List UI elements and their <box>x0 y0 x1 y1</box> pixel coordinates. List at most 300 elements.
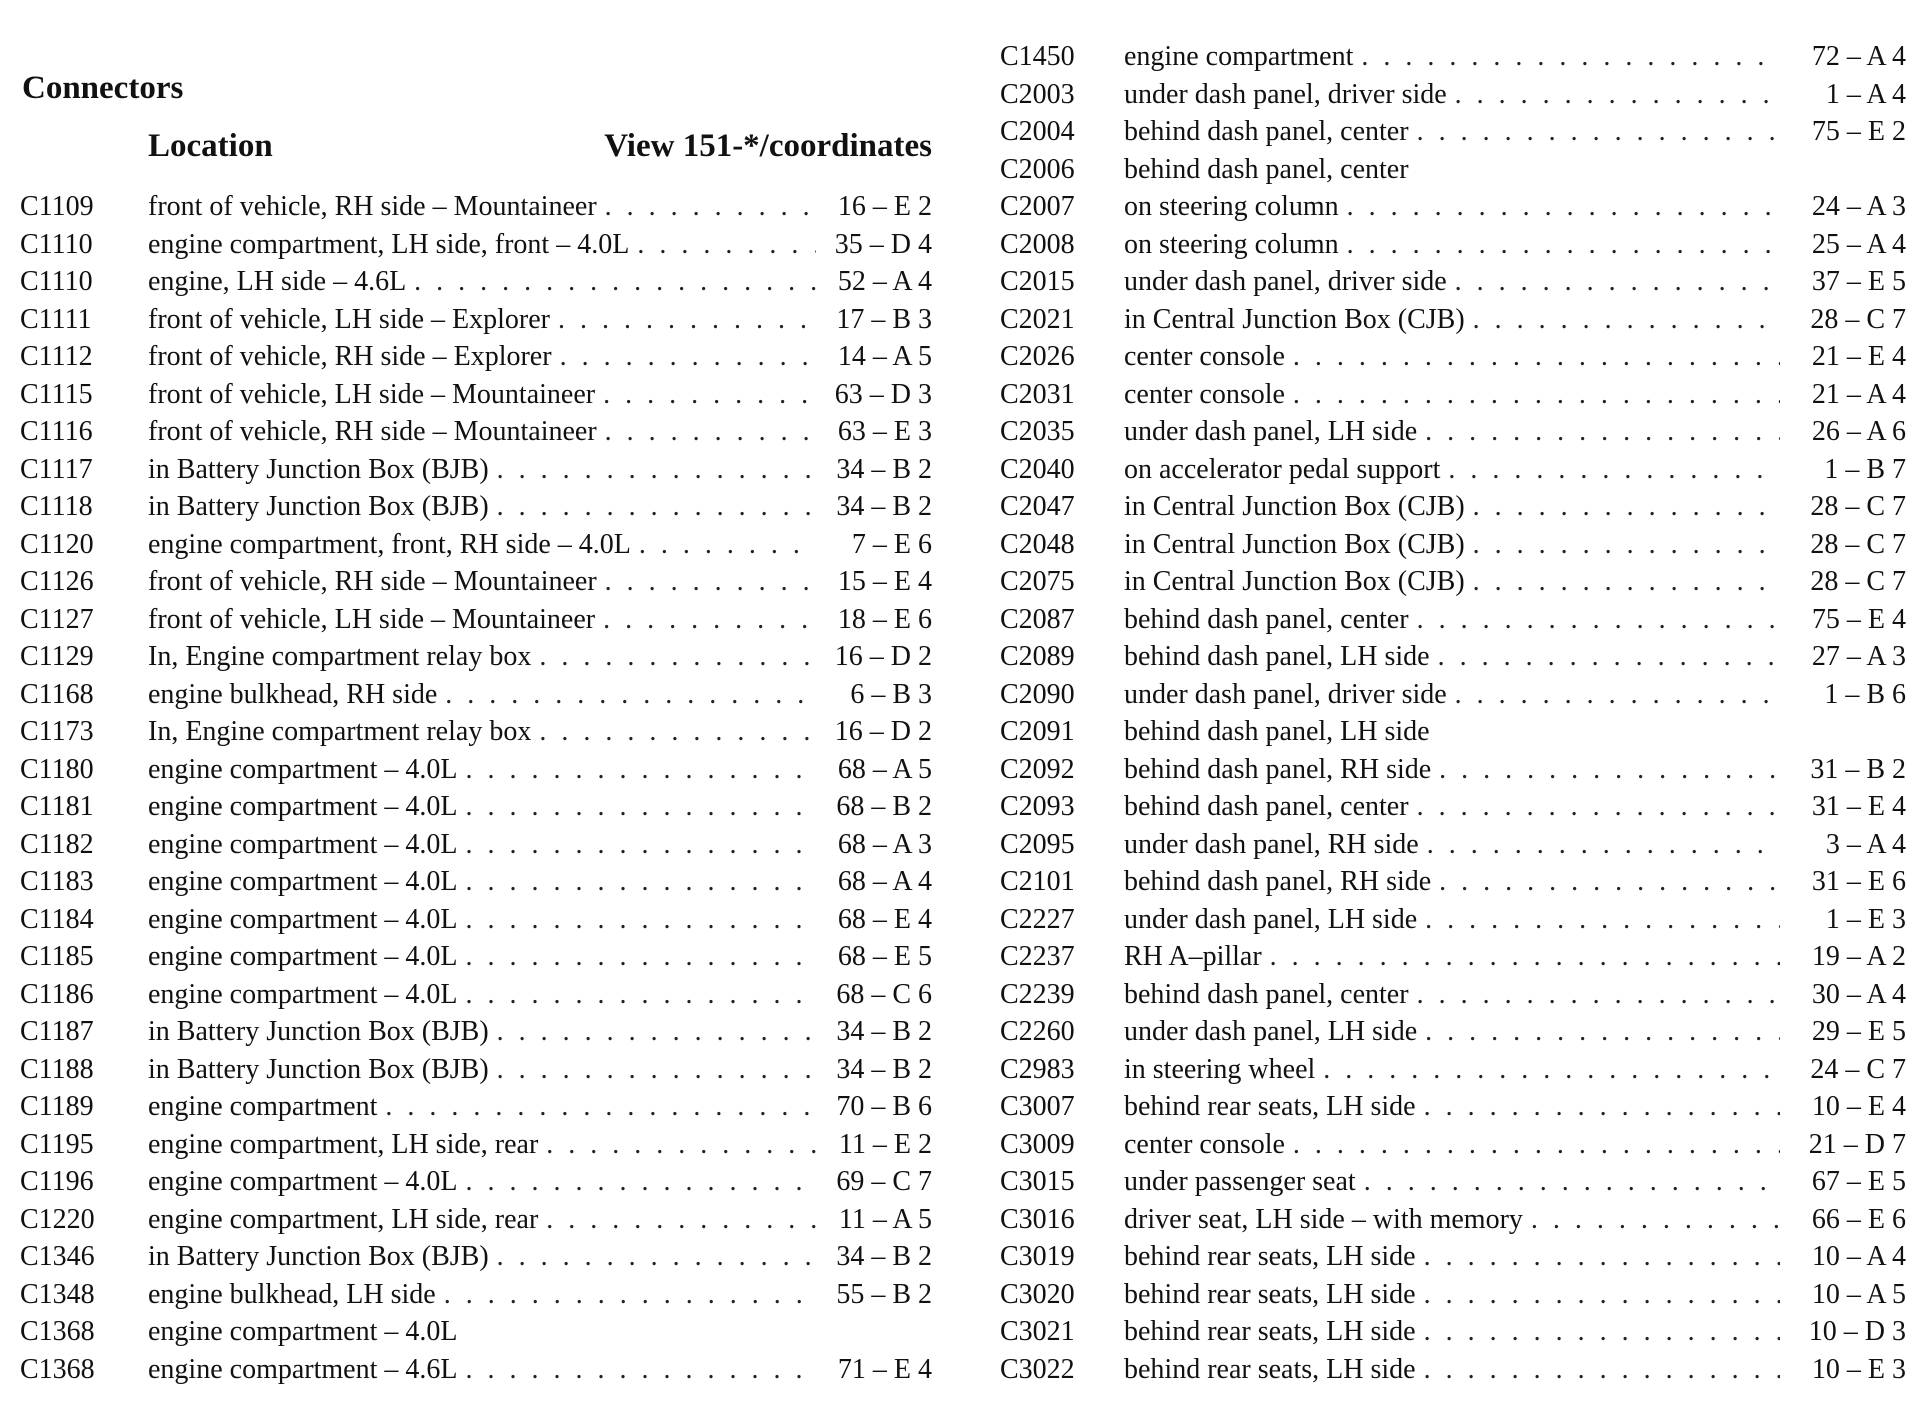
connector-id: C1109 <box>20 191 94 222</box>
connector-id: C2047 <box>1000 491 1075 522</box>
connector-coordinates: 19 – A 2 <box>1811 941 1906 972</box>
connector-coordinates: 34 – B 2 <box>836 491 932 522</box>
connector-row <box>1000 901 1906 939</box>
connector-id: C2093 <box>1000 791 1075 822</box>
dot-leader <box>1425 901 1780 939</box>
connector-location: center console <box>1124 341 1285 372</box>
connector-coordinates: 68 – A 3 <box>837 828 932 860</box>
dot-leader <box>1417 788 1780 826</box>
connector-id: C1181 <box>20 791 94 822</box>
connector-coordinates: 17 – B 3 <box>836 303 932 335</box>
connector-row <box>20 226 932 264</box>
connector-location: front of vehicle, LH side – Explorer <box>148 303 550 335</box>
connector-row <box>20 826 932 864</box>
dot-leader <box>1424 1276 1780 1314</box>
connector-coordinates: 11 – A 5 <box>838 1203 932 1235</box>
dot-leader <box>1438 638 1780 676</box>
connector-coordinates: 68 – E 4 <box>837 903 932 935</box>
connector-row <box>1000 1238 1906 1276</box>
connector-location: on steering column <box>1124 228 1339 260</box>
dot-leader <box>497 488 816 526</box>
dot-leader <box>1347 188 1780 226</box>
connector-row <box>20 188 932 226</box>
connector-coordinates: 16 – D 2 <box>834 716 932 747</box>
connector-id: C1189 <box>20 1091 94 1122</box>
dot-leader <box>1531 1201 1780 1239</box>
connector-location: behind dash panel, center <box>1124 791 1409 822</box>
connector-location: behind rear seats, LH side <box>1124 1353 1416 1385</box>
connector-coordinates: 75 – E 4 <box>1811 603 1906 635</box>
connector-coordinates: 63 – E 3 <box>837 416 932 447</box>
dot-leader <box>560 338 816 376</box>
connector-coordinates: 16 – D 2 <box>834 641 932 672</box>
connector-coordinates: 15 – E 4 <box>837 566 932 597</box>
right-connector-list <box>1000 38 1906 1388</box>
connector-id: C1111 <box>20 303 92 335</box>
dot-leader <box>465 751 816 789</box>
connector-location: under dash panel, LH side <box>1124 416 1418 447</box>
connector-id: C2048 <box>1000 528 1075 560</box>
connector-row <box>20 1013 932 1051</box>
connector-row <box>1000 1163 1906 1201</box>
connector-row <box>20 1238 932 1276</box>
dot-leader <box>445 676 816 714</box>
dot-leader <box>1425 1013 1780 1051</box>
connector-id: C1173 <box>20 716 94 747</box>
connector-location: engine compartment – 4.0L <box>148 828 458 860</box>
connector-coordinates: 31 – E 4 <box>1811 791 1906 822</box>
connector-row <box>20 1088 932 1126</box>
connector-row <box>1000 1051 1906 1089</box>
connector-coordinates: 10 – E 3 <box>1811 1353 1906 1385</box>
connector-coordinates: 30 – A 4 <box>1811 978 1906 1010</box>
connector-id: C2021 <box>1000 303 1075 335</box>
connector-location: front of vehicle, RH side – Mountaineer <box>148 416 597 447</box>
connector-row <box>1000 826 1906 864</box>
connector-location: behind rear seats, LH side <box>1124 1091 1416 1122</box>
connector-id: C1220 <box>20 1203 95 1235</box>
connector-id: C2087 <box>1000 603 1075 635</box>
connector-row <box>1000 451 1906 489</box>
dot-leader <box>637 226 816 264</box>
connector-row <box>1000 1276 1906 1314</box>
connector-coordinates: 1 – E 3 <box>1825 903 1906 935</box>
connector-row <box>1000 1088 1906 1126</box>
connector-id: C3015 <box>1000 1166 1075 1197</box>
connector-coordinates: 66 – E 6 <box>1811 1203 1906 1235</box>
connector-row <box>1000 263 1906 301</box>
connector-coordinates: 34 – B 2 <box>836 1016 932 1047</box>
connector-coordinates: 67 – E 5 <box>1811 1166 1906 1197</box>
connector-row <box>1000 1351 1906 1389</box>
connector-id: C2239 <box>1000 978 1075 1010</box>
connector-id: C1116 <box>20 416 93 447</box>
dot-leader <box>1439 863 1780 901</box>
connector-row <box>1000 676 1906 714</box>
connector-id: C1186 <box>20 978 94 1010</box>
connector-location: engine compartment – 4.0L <box>148 941 458 972</box>
connector-coordinates: 26 – A 6 <box>1811 416 1906 447</box>
connector-id: C1188 <box>20 1053 94 1085</box>
connector-row <box>1000 526 1906 564</box>
connector-row <box>20 938 932 976</box>
dot-leader <box>539 713 816 751</box>
connector-coordinates: 37 – E 5 <box>1811 266 1906 297</box>
connector-id: C2227 <box>1000 903 1075 935</box>
connector-id: C1120 <box>20 528 94 560</box>
connector-row <box>1000 938 1906 976</box>
connector-coordinates: 14 – A 5 <box>837 341 932 372</box>
connector-row <box>20 338 932 376</box>
connector-location: engine compartment – 4.6L <box>148 1353 458 1385</box>
dot-leader <box>465 1163 816 1201</box>
dot-leader <box>605 413 816 451</box>
connector-location: engine compartment, LH side, rear <box>148 1128 539 1160</box>
connector-id: C2007 <box>1000 191 1075 222</box>
left-connector-list <box>20 188 932 1388</box>
connector-row <box>1000 563 1906 601</box>
connector-id: C3007 <box>1000 1091 1075 1122</box>
dot-leader <box>497 1238 816 1276</box>
connector-location: on accelerator pedal support <box>1124 453 1441 485</box>
dot-leader <box>1473 301 1780 339</box>
connector-location: behind dash panel, LH side <box>1124 641 1430 672</box>
dot-leader <box>1323 1051 1780 1089</box>
connector-row <box>20 488 932 526</box>
dot-leader <box>546 1126 816 1164</box>
connector-location: center console <box>1124 1128 1285 1160</box>
connector-id: C2091 <box>1000 716 1075 747</box>
connector-row <box>20 526 932 564</box>
connector-coordinates: 10 – E 4 <box>1811 1091 1906 1122</box>
connector-row <box>20 676 932 714</box>
connector-location: engine compartment – 4.0L <box>148 903 458 935</box>
connector-id: C1348 <box>20 1278 95 1310</box>
dot-leader <box>1455 263 1780 301</box>
connector-row <box>20 901 932 939</box>
connector-coordinates: 7 – E 6 <box>851 528 932 560</box>
connector-row <box>1000 413 1906 451</box>
connector-location: front of vehicle, LH side – Mountaineer <box>148 603 596 635</box>
connector-coordinates: 68 – A 5 <box>837 753 932 785</box>
connector-row <box>20 1313 932 1351</box>
dot-leader <box>558 301 816 339</box>
dot-leader <box>1439 751 1780 789</box>
connector-row <box>1000 113 1906 151</box>
connector-id: C2040 <box>1000 453 1075 485</box>
dot-leader <box>546 1201 816 1239</box>
connector-id: C1187 <box>20 1016 94 1047</box>
connector-row <box>20 601 932 639</box>
dot-leader <box>1424 1238 1780 1276</box>
connector-coordinates: 6 – B 3 <box>850 678 932 710</box>
dot-leader <box>605 188 816 226</box>
connector-coordinates: 1 – A 4 <box>1825 78 1906 110</box>
connector-row <box>1000 376 1906 414</box>
connector-location: engine compartment, front, RH side – 4.0L <box>148 528 631 560</box>
connector-row <box>1000 151 1906 189</box>
connector-coordinates: 55 – B 2 <box>836 1278 932 1310</box>
view-coordinates-header: View 151-*/coordinates <box>604 128 932 164</box>
connector-id: C2035 <box>1000 416 1075 447</box>
connector-id: C2237 <box>1000 941 1075 972</box>
dot-leader <box>1270 938 1780 976</box>
connector-location: behind dash panel, center <box>1124 978 1409 1010</box>
connector-row <box>1000 301 1906 339</box>
connector-row <box>20 301 932 339</box>
connector-coordinates: 21 – D 7 <box>1808 1128 1906 1160</box>
dot-leader <box>1448 451 1780 489</box>
dot-leader <box>1424 1351 1780 1389</box>
connector-coordinates: 10 – A 4 <box>1811 1241 1906 1272</box>
connector-location: RH A–pillar <box>1124 941 1262 972</box>
connector-id: C2101 <box>1000 866 1075 897</box>
connector-location: front of vehicle, RH side – Mountaineer <box>148 191 597 222</box>
dot-leader <box>497 1051 816 1089</box>
connector-coordinates: 1 – B 7 <box>1824 453 1906 485</box>
connector-coordinates: 21 – E 4 <box>1811 341 1906 372</box>
connector-row <box>20 638 932 676</box>
connector-row <box>20 1351 932 1389</box>
dot-leader <box>497 1013 816 1051</box>
connector-coordinates: 25 – A 4 <box>1811 228 1906 260</box>
connector-row <box>20 863 932 901</box>
dot-leader <box>1473 526 1780 564</box>
connector-location: engine compartment – 4.0L <box>148 1166 458 1197</box>
dot-leader <box>465 788 816 826</box>
connector-location: behind dash panel, LH side <box>1124 716 1430 747</box>
dot-leader <box>1293 376 1780 414</box>
dot-leader <box>465 1351 816 1389</box>
connector-location: in Central Junction Box (CJB) <box>1124 566 1465 597</box>
connector-location: behind dash panel, RH side <box>1124 753 1432 785</box>
connector-row <box>1000 488 1906 526</box>
connector-id: C2089 <box>1000 641 1075 672</box>
connector-row <box>20 263 932 301</box>
connector-id: C2090 <box>1000 678 1075 710</box>
dot-leader <box>1473 563 1780 601</box>
connector-id: C1184 <box>20 903 94 935</box>
connector-location: engine compartment, LH side, front – 4.0L <box>148 228 630 260</box>
dot-leader <box>1424 1088 1780 1126</box>
connector-location: under passenger seat <box>1124 1166 1356 1197</box>
connector-id: C3009 <box>1000 1128 1075 1160</box>
connector-row <box>20 1051 932 1089</box>
connector-row <box>20 376 932 414</box>
connector-row <box>20 413 932 451</box>
connector-id: C1450 <box>1000 41 1075 72</box>
dot-leader <box>1364 1163 1780 1201</box>
connector-coordinates: 24 – C 7 <box>1810 1053 1906 1085</box>
connector-id: C1185 <box>20 941 94 972</box>
connector-location: under dash panel, LH side <box>1124 903 1418 935</box>
connector-location: engine compartment – 4.0L <box>148 791 458 822</box>
connector-id: C1115 <box>20 378 93 410</box>
connector-location: under dash panel, LH side <box>1124 1016 1418 1047</box>
connector-location: engine bulkhead, RH side <box>148 678 438 710</box>
connector-coordinates: 72 – A 4 <box>1811 41 1906 72</box>
dot-leader <box>603 601 816 639</box>
connector-location: engine compartment – 4.0L <box>148 866 458 897</box>
connector-coordinates: 28 – C 7 <box>1810 528 1906 560</box>
connector-id: C1368 <box>20 1353 95 1385</box>
dot-leader <box>465 938 816 976</box>
connector-coordinates: 34 – B 2 <box>836 1241 932 1272</box>
connector-row <box>20 751 932 789</box>
connector-location: behind rear seats, LH side <box>1124 1278 1416 1310</box>
connector-coordinates: 27 – A 3 <box>1811 641 1906 672</box>
connector-coordinates: 18 – E 6 <box>837 603 932 635</box>
connector-id: C3016 <box>1000 1203 1075 1235</box>
connector-row <box>20 1276 932 1314</box>
connector-row <box>1000 751 1906 789</box>
connector-row <box>20 563 932 601</box>
connector-location: engine compartment <box>148 1091 378 1122</box>
connector-coordinates: 10 – D 3 <box>1808 1316 1906 1347</box>
connector-coordinates: 63 – D 3 <box>834 378 932 410</box>
connector-row <box>1000 713 1906 751</box>
connector-location: in Central Junction Box (CJB) <box>1124 303 1465 335</box>
connector-location: on steering column <box>1124 191 1339 222</box>
dot-leader <box>1424 1313 1780 1351</box>
connector-location: in Central Junction Box (CJB) <box>1124 528 1465 560</box>
connector-location: in Battery Junction Box (BJB) <box>148 453 489 485</box>
connector-row <box>1000 1013 1906 1051</box>
connector-id: C1117 <box>20 453 93 485</box>
connector-id: C2260 <box>1000 1016 1075 1047</box>
connector-row <box>1000 38 1906 76</box>
connector-location: engine compartment – 4.0L <box>148 978 458 1010</box>
location-header: Location <box>148 128 273 164</box>
connector-row <box>1000 226 1906 264</box>
connector-id: C1129 <box>20 641 94 672</box>
dot-leader <box>444 1276 816 1314</box>
connector-location: engine, LH side – 4.6L <box>148 266 407 297</box>
connector-id: C1110 <box>20 228 93 260</box>
connector-coordinates: 71 – E 4 <box>837 1353 932 1385</box>
dot-leader <box>465 826 816 864</box>
connector-coordinates: 34 – B 2 <box>836 453 932 485</box>
connector-location: in Central Junction Box (CJB) <box>1124 491 1465 522</box>
connector-coordinates: 11 – E 2 <box>838 1128 932 1160</box>
dot-leader <box>1417 976 1780 1014</box>
dot-leader <box>385 1088 816 1126</box>
connector-row <box>1000 976 1906 1014</box>
dot-leader <box>465 901 816 939</box>
connector-id: C2006 <box>1000 153 1075 185</box>
connector-location: behind dash panel, center <box>1124 603 1409 635</box>
connector-row <box>20 788 932 826</box>
connector-location: driver seat, LH side – with memory <box>1124 1203 1523 1235</box>
connector-id: C3022 <box>1000 1353 1075 1385</box>
connector-location: engine bulkhead, LH side <box>148 1278 436 1310</box>
dot-leader <box>1455 676 1780 714</box>
connector-id: C1180 <box>20 753 94 785</box>
connector-location: behind rear seats, LH side <box>1124 1241 1416 1272</box>
connector-id: C1126 <box>20 566 94 597</box>
connector-id: C3020 <box>1000 1278 1075 1310</box>
connector-coordinates: 28 – C 7 <box>1810 491 1906 522</box>
connector-row <box>20 1126 932 1164</box>
connector-row <box>20 1163 932 1201</box>
dot-leader <box>1417 113 1780 151</box>
connector-location: front of vehicle, LH side – Mountaineer <box>148 378 596 410</box>
connector-row <box>20 713 932 751</box>
dot-leader <box>1417 601 1780 639</box>
connector-coordinates: 28 – C 7 <box>1810 303 1906 335</box>
connector-coordinates: 68 – B 2 <box>836 791 932 822</box>
connector-coordinates: 10 – A 5 <box>1811 1278 1906 1310</box>
connector-id: C2004 <box>1000 116 1075 147</box>
connector-row <box>1000 338 1906 376</box>
connector-id: C2015 <box>1000 266 1075 297</box>
connector-row <box>1000 788 1906 826</box>
connector-location: engine compartment – 4.0L <box>148 753 458 785</box>
connector-location: in Battery Junction Box (BJB) <box>148 1241 489 1272</box>
dot-leader <box>1293 338 1780 376</box>
connector-coordinates: 69 – C 7 <box>836 1166 932 1197</box>
connector-id: C2075 <box>1000 566 1075 597</box>
connector-location: front of vehicle, RH side – Mountaineer <box>148 566 597 597</box>
connector-location: behind dash panel, center <box>1124 116 1409 147</box>
connector-coordinates: 68 – E 5 <box>837 941 932 972</box>
connector-id: C1118 <box>20 491 93 522</box>
connector-location: behind dash panel, RH side <box>1124 866 1432 897</box>
connector-coordinates: 28 – C 7 <box>1810 566 1906 597</box>
connector-location: under dash panel, RH side <box>1124 828 1419 860</box>
dot-leader <box>1293 1126 1780 1164</box>
connector-coordinates: 31 – B 2 <box>1810 753 1906 785</box>
connector-id: C1127 <box>20 603 94 635</box>
connector-id: C2026 <box>1000 341 1075 372</box>
connector-location: front of vehicle, RH side – Explorer <box>148 341 552 372</box>
connector-coordinates: 34 – B 2 <box>836 1053 932 1085</box>
connector-location: under dash panel, driver side <box>1124 266 1447 297</box>
dot-leader <box>1361 38 1780 76</box>
dot-leader <box>1427 826 1780 864</box>
section-title: Connectors <box>22 70 184 106</box>
connector-coordinates: 52 – A 4 <box>837 266 932 297</box>
dot-leader <box>1425 413 1780 451</box>
connector-location: behind rear seats, LH side <box>1124 1316 1416 1347</box>
dot-leader <box>497 451 816 489</box>
connector-row <box>1000 638 1906 676</box>
connector-id: C1168 <box>20 678 94 710</box>
connector-location: In, Engine compartment relay box <box>148 641 532 672</box>
connector-row <box>1000 1313 1906 1351</box>
connector-id: C2008 <box>1000 228 1075 260</box>
dot-leader <box>1455 76 1780 114</box>
connector-id: C1182 <box>20 828 94 860</box>
connector-coordinates: 1 – B 6 <box>1824 678 1906 710</box>
connector-id: C2983 <box>1000 1053 1075 1085</box>
connector-id: C1346 <box>20 1241 95 1272</box>
connector-coordinates: 35 – D 4 <box>834 228 932 260</box>
dot-leader <box>603 376 816 414</box>
connector-id: C3021 <box>1000 1316 1075 1347</box>
connector-location: In, Engine compartment relay box <box>148 716 532 747</box>
connector-coordinates: 29 – E 5 <box>1811 1016 1906 1047</box>
connector-coordinates: 75 – E 2 <box>1811 116 1906 147</box>
connector-coordinates: 68 – A 4 <box>837 866 932 897</box>
connector-row <box>1000 1126 1906 1164</box>
connector-row <box>1000 601 1906 639</box>
connector-coordinates: 16 – E 2 <box>837 191 932 222</box>
connector-coordinates: 24 – A 3 <box>1811 191 1906 222</box>
connector-location: under dash panel, driver side <box>1124 78 1447 110</box>
connector-id: C1195 <box>20 1128 94 1160</box>
connector-row <box>1000 188 1906 226</box>
